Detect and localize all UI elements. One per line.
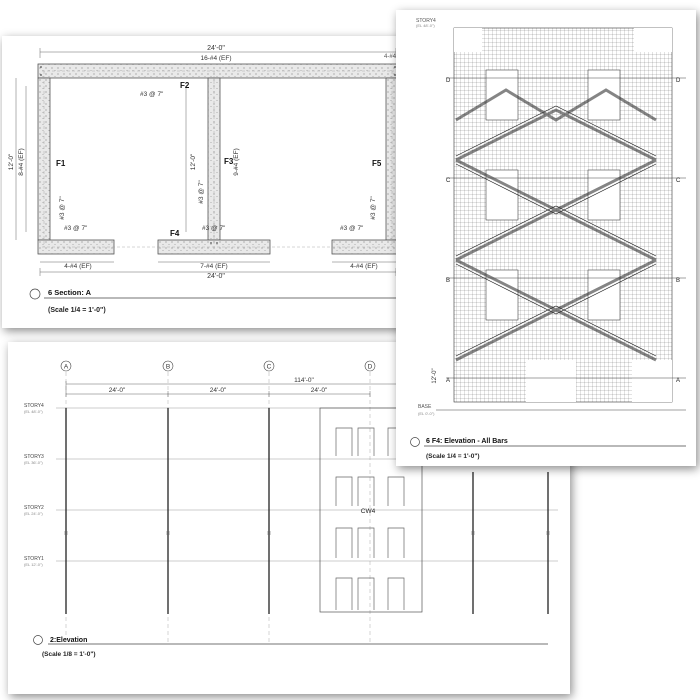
grid-bubble-b-label: B: [165, 363, 171, 371]
overall-width-top: 24'-0": [207, 45, 225, 52]
section-drawing: [2, 36, 438, 328]
grid-right-a: A: [676, 378, 681, 384]
f4-title: 6 F4: Elevation - All Bars: [426, 438, 508, 445]
bottom-mid-bars-label: 7-#4 (EF): [200, 263, 228, 270]
story4-label: STORY4: [416, 18, 436, 24]
section-title: 6 Section: A: [48, 288, 92, 297]
story2-elevation: (EL 24'-0"): [24, 511, 43, 516]
story1-label: STORY1: [24, 556, 44, 562]
story3-label: STORY3: [24, 454, 44, 460]
grid-left-d: D: [446, 78, 451, 84]
story3-elevation: (EL 36'-0"): [24, 460, 43, 465]
f4-scale: (Scale 1/4 = 1'-0"): [426, 453, 480, 460]
grid-bubble-c-label: C: [266, 363, 272, 371]
grid-right-b: B: [676, 278, 681, 284]
story4-elevation: (EL 48'-0"): [24, 409, 43, 414]
grid-left-c: C: [446, 178, 451, 184]
base-label: BASE: [418, 404, 432, 410]
corner-bars-label: 4-#4: [384, 54, 397, 60]
elevation-title-block: [34, 636, 549, 659]
grid-right-d: D: [676, 78, 681, 84]
right-ties-label: #3 @ 7": [370, 196, 377, 220]
rebar-grid: [454, 28, 672, 402]
wall-f3-label: F3: [224, 157, 234, 166]
bottom-left-bars-label: 4-#4 (EF): [64, 263, 92, 270]
elevation-title: 2:Elevation: [50, 637, 88, 644]
section-sheet[interactable]: [2, 36, 438, 328]
f3-bars-label: 9-#4 (EF): [233, 148, 240, 176]
grid-bubble-a-label: A: [63, 363, 69, 371]
bottom-right-bars-label: 4-#4 (EF): [350, 263, 378, 270]
bottom-left-ties-label: #3 @ 7": [64, 225, 88, 232]
top-ties-label: #3 @ 7": [140, 91, 164, 98]
mid-ties-label: #3 @ 7": [198, 180, 205, 204]
grid-bubble-d-label: D: [367, 363, 373, 371]
story2-label: STORY2: [24, 505, 44, 511]
wall-f5-label: F5: [372, 159, 382, 168]
f4-elevation-drawing: [396, 10, 696, 466]
left-ties-label: #3 @ 7": [59, 196, 66, 220]
grid-left-a: A: [446, 378, 451, 384]
bay-dimension-3: 24'-0": [310, 387, 328, 394]
section-scale: (Scale 1/4 = 1'-0"): [48, 307, 106, 314]
wall-f4-label: F4: [170, 229, 180, 238]
f4-elevation-sheet[interactable]: [396, 10, 696, 466]
wall-f1-label: F1: [56, 159, 66, 168]
bay-dimension-2: 24'-0": [209, 387, 227, 394]
wall-f2-label: F2: [180, 81, 190, 90]
f4-title-block: [411, 438, 687, 461]
base-elevation: (EL 0'-0"): [418, 411, 435, 416]
mid-height-dim: 12'-0": [190, 153, 197, 171]
story1-elevation: (EL 12'-0"): [24, 562, 43, 567]
overall-width-bottom: 24'-0": [207, 273, 225, 280]
height-dimension: 12'-0": [432, 368, 438, 384]
bottom-right-ties-label: #3 @ 7": [340, 225, 364, 232]
overall-dimension: 114'-0": [294, 377, 314, 384]
grid-left-b: B: [446, 278, 451, 284]
section-title-block: [30, 288, 414, 314]
story4-elevation: (EL 48'-0"): [416, 23, 435, 28]
top-bars-label: 16-#4 (EF): [200, 55, 232, 62]
left-height-dim: 12'-0": [8, 153, 15, 171]
core-wall-label: CW4: [360, 508, 376, 515]
grid-right-c: C: [676, 178, 681, 184]
elevation-scale: (Scale 1/8 = 1'-0"): [42, 651, 96, 658]
left-bars-label: 8-#4 (EF): [18, 148, 25, 176]
bottom-mid-ties-label: #3 @ 7": [202, 225, 226, 232]
bay-dimension-1: 24'-0": [108, 387, 126, 394]
story4-label: STORY4: [24, 403, 44, 409]
